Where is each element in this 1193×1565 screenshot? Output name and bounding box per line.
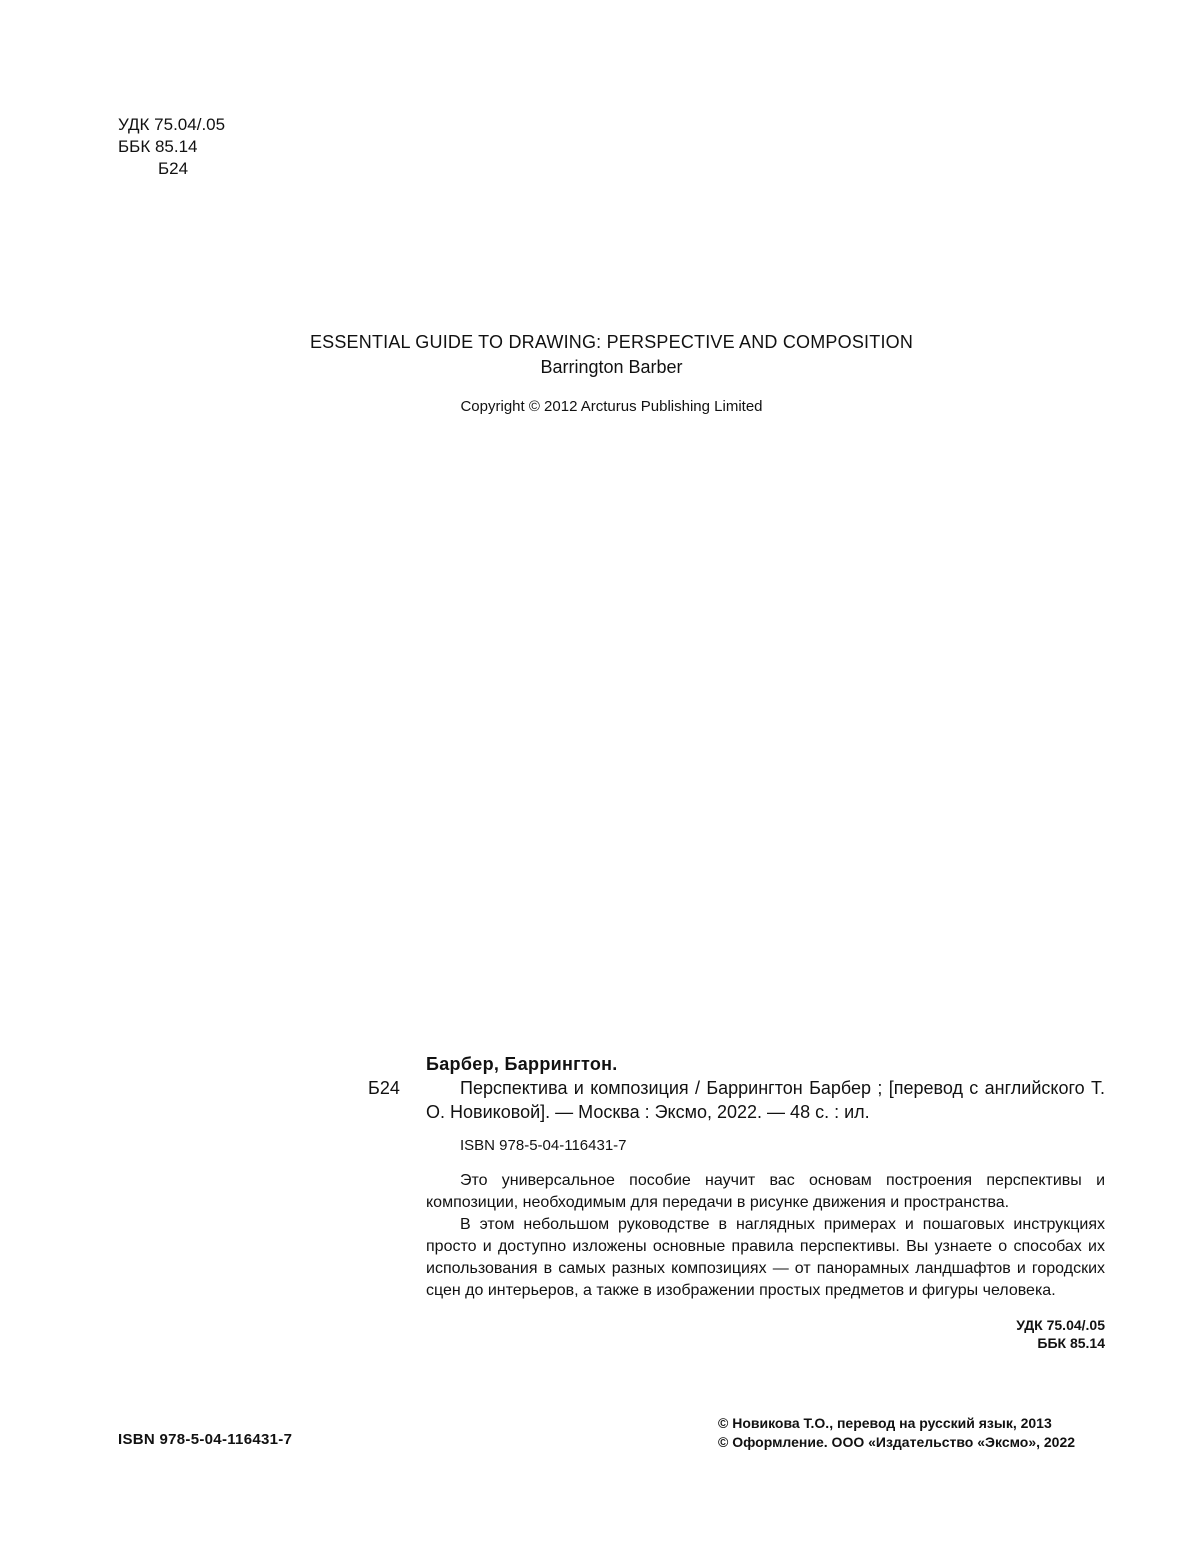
card-author-heading: Барбер, Баррингтон. — [426, 1054, 618, 1074]
card-isbn: ISBN 978-5-04-116431-7 — [460, 1137, 627, 1154]
catalog-card — [368, 1052, 1105, 1352]
card-indexes — [368, 1316, 1105, 1352]
card-description: Перспектива и композиция / Баррингтон Барбер ; [перевод с английского Т. О. Новиковой]. — Москва : Эксмо, 2022. — 48 с. : ил. — [426, 1078, 1105, 1122]
bottom-copyright — [718, 1414, 1105, 1452]
original-title: ESSENTIAL GUIDE TO DRAWING: PERSPECTIVE AND COMPOSITION — [309, 332, 914, 352]
original-author: Barrington Barber — [540, 357, 683, 377]
card-udk: УДК 75.04/.05 — [1016, 1317, 1105, 1333]
original-edition — [0, 330, 1193, 417]
annotation-paragraph: Это универсальное пособие научит вас основам построения перспективы и композиции, необходимым для передачи в рисунке движения и пространства. — [426, 1172, 1105, 1211]
annotation-paragraph: В этом небольшом руководстве в наглядных примерах и пошаговых инструкциях просто и доступно изложены основные правила перспективы. Вы узнаете о способах их использования в самых разных композициях — от панорамных ландшафтов и городских сцен до интерьеров, а также в изображении простых предметов и фигуры человека. — [426, 1216, 1105, 1299]
original-copyright: Copyright © 2012 Arcturus Publishing Limited — [460, 398, 763, 415]
classification-top — [118, 114, 225, 180]
card-annotation — [426, 1170, 1105, 1302]
card-bbk: ББК 85.14 — [1037, 1335, 1105, 1351]
card-author-sign: Б24 — [368, 1078, 400, 1098]
copyright-design: © Оформление. ООО «Издательство «Эксмо», 2022 — [718, 1434, 1076, 1450]
bbk-index: ББК 85.14 — [118, 137, 198, 156]
card-description-row — [368, 1076, 1105, 1124]
bottom-isbn: ISBN 978-5-04-116431-7 — [118, 1431, 293, 1448]
copyright-translation: © Новикова Т.О., перевод на русский язык, 2013 — [718, 1415, 1052, 1431]
author-sign: Б24 — [158, 159, 189, 178]
udk-index: УДК 75.04/.05 — [118, 115, 226, 134]
